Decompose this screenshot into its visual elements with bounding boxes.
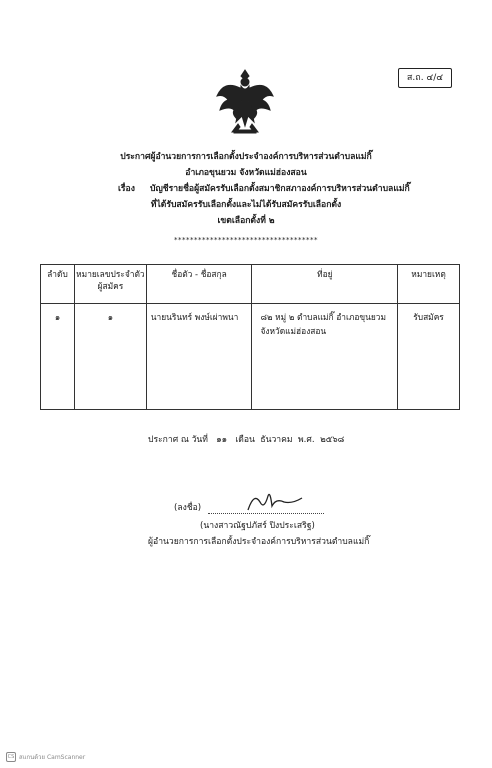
subject-label: เรื่อง — [118, 184, 135, 194]
scanner-note: สแกนด้วย CamScanner — [19, 754, 86, 761]
electoral-district: เขตเลือกตั้งที่ ๒ — [217, 216, 275, 226]
address-line-1: ๘๒ หมู่ ๒ ตำบลแม่กิ๊ อำเภอขุนยวม — [260, 312, 386, 322]
col-header-id-line2: ผู้สมัคร — [97, 281, 124, 291]
signer-position: ผู้อำนวยการการเลือกตั้งประจำองค์การบริหารส่วนตำบลแม่กิ๊ — [148, 537, 370, 547]
cell-name: นายนรินทร์ พงษ์เผ่าพนา — [146, 304, 252, 410]
cell-no: ๑ — [41, 304, 75, 410]
announcement-title: ประกาศผู้อำนวยการการเลือกตั้งประจำองค์การบริหารส่วนตำบลแม่กิ๊ — [120, 152, 372, 162]
announce-date — [148, 432, 344, 446]
col-header-remark: หมายเหตุ — [398, 265, 460, 304]
scanner-watermark — [6, 752, 85, 762]
address-line-2: จังหวัดแม่ฮ่องสอน — [260, 326, 327, 336]
cell-address — [252, 304, 398, 410]
divider-stars: ************************************ — [174, 236, 318, 244]
announce-month-label: เดือน — [235, 435, 255, 445]
col-header-id-line1: หมายเลขประจำตัว — [76, 269, 145, 279]
form-code: ส.ถ. ๔/๔ — [398, 68, 452, 88]
col-header-address: ที่อยู่ — [252, 265, 398, 304]
handwritten-signature — [240, 488, 310, 516]
district-province: อำเภอขุนยวม จังหวัดแม่ฮ่องสอน — [185, 168, 307, 178]
table-row — [41, 304, 460, 410]
col-header-name: ชื่อตัว - ชื่อสกุล — [146, 265, 252, 304]
garuda-emblem — [214, 66, 276, 138]
cell-id: ๑ — [74, 304, 146, 410]
col-header-no: ลำดับ — [41, 265, 75, 304]
col-header-id — [74, 265, 146, 304]
subject-line-2: ที่ได้รับสมัครรับเลือกตั้งและไม่ได้รับสมัครรับเลือกตั้ง — [150, 200, 342, 210]
signer-name: (นางสาวณัฐปภัสร์ ปิงประเสริฐ) — [200, 521, 315, 531]
announce-day: ๑๑ — [216, 435, 228, 445]
announce-year-label: พ.ศ. — [298, 435, 315, 445]
subject-text: บัญชีรายชื่อผู้สมัครรับเลือกตั้งสมาชิกสภาองค์การบริหารส่วนตำบลแม่กิ๊ — [150, 184, 410, 194]
announce-prefix: ประกาศ ณ วันที่ — [148, 435, 208, 445]
announce-year: ๒๕๖๘ — [320, 435, 345, 445]
cell-remark: รับสมัคร — [398, 304, 460, 410]
sign-label: (ลงชื่อ) — [174, 503, 202, 513]
table-header-row — [41, 265, 460, 304]
camscanner-icon: CS — [7, 754, 15, 760]
candidate-table — [40, 264, 460, 410]
announce-month: ธันวาคม — [260, 435, 293, 445]
